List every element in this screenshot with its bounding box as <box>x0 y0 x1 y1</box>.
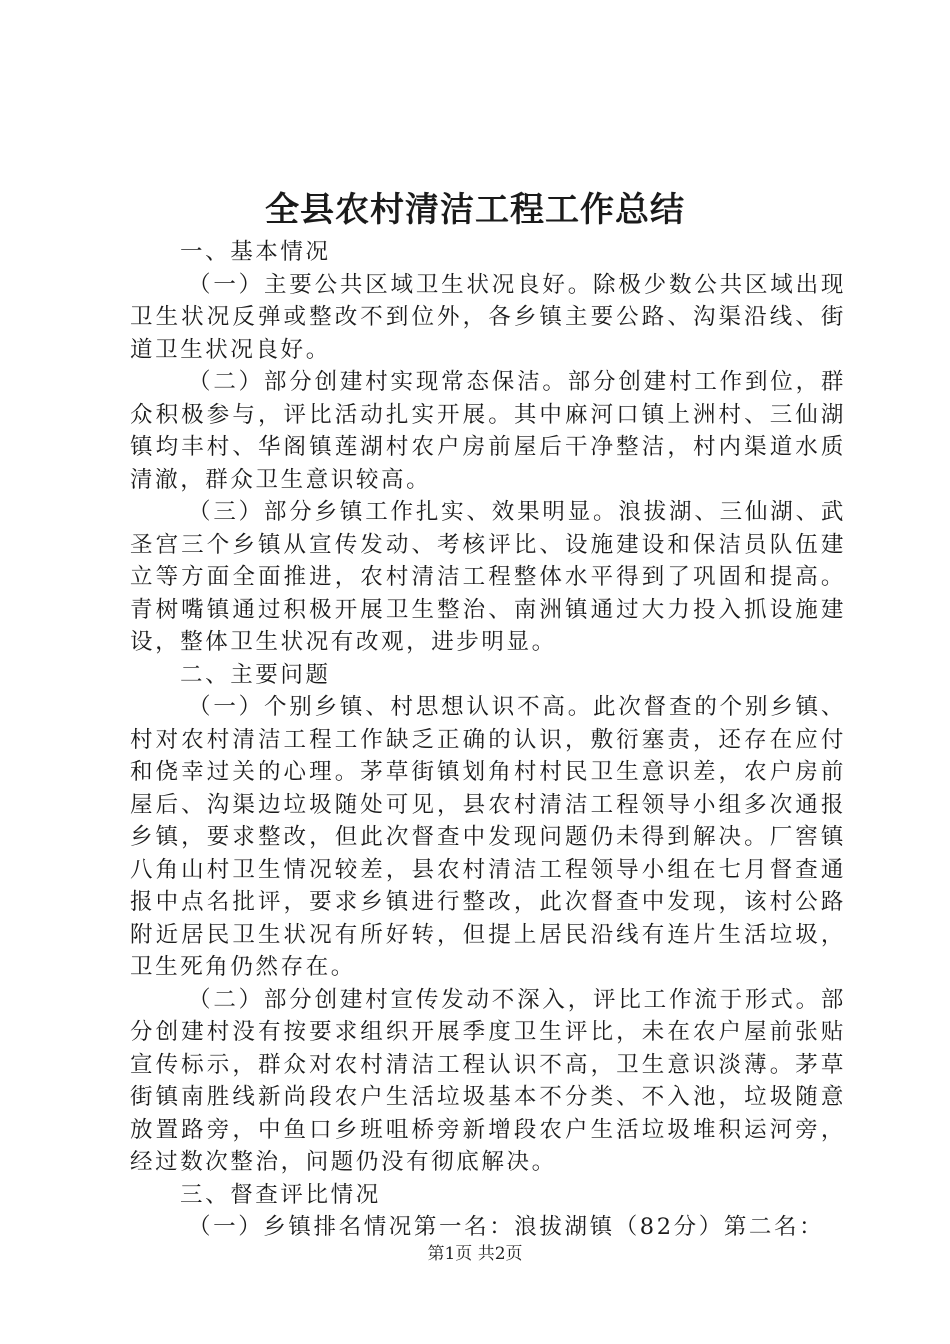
section-heading-3: 三、督查评比情况 <box>180 1181 381 1208</box>
document-body <box>130 236 846 1244</box>
paragraph: （三）部分乡镇工作扎实、效果明显。浪拔湖、三仙湖、武圣宫三个乡镇从宣传发动、考核评比、设施建设和保洁员队伍建立等方面全面推进，农村清洁工程整体水平得到了巩固和提高。青树嘴镇通过积极开展卫生整治、南洲镇通过大力投入抓设施建设，整体卫生状况有改观，进步明显。 <box>130 499 846 655</box>
paragraph: （一）主要公共区域卫生状况良好。除极少数公共区域出现卫生状况反弹或整改不到位外，各乡镇主要公路、沟渠沿线、街道卫生状况良好。 <box>130 271 846 363</box>
section-heading-1: 一、基本情况 <box>180 239 331 265</box>
section-heading-2: 二、主要问题 <box>180 661 331 688</box>
paragraph: （二）部分创建村宣传发动不深入，评比工作流于形式。部分创建村没有按要求组织开展季度卫生评比，未在农户屋前张贴宣传标示，群众对农村清洁工程认识不高，卫生意识淡薄。茅草街镇南胜线新尚段农户生活垃圾基本不分类、不入池，垃圾随意放置路旁，中鱼口乡班咀桥旁新增段农户生活垃圾堆积运河旁，经过数次整治，问题仍没有彻底解决。 <box>130 986 846 1175</box>
paragraph: （一）个别乡镇、村思想认识不高。此次督查的个别乡镇、村对农村清洁工程工作缺乏正确的认识，敷衍塞责，还存在应付和侥幸过关的心理。茅草街镇划角村村民卫生意识差，农户房前屋后、沟渠边垃圾随处可见，县农村清洁工程领导小组多次通报乡镇，要求整改，但此次督查中发现问题仍未得到解决。厂窖镇八角山村卫生情况较差，县农村清洁工程领导小组在七月督查通报中点名批评，要求乡镇进行整改，此次督查中发现，该村公路附近居民卫生状况有所好转，但提上居民沿线有连片生活垃圾，卫生死角仍然存在。 <box>130 694 846 980</box>
paragraph: （一）乡镇排名情况第一名：浪拔湖镇（82分）第二名： <box>188 1214 825 1240</box>
page-footer: 第1页 共2页 <box>427 1244 523 1264</box>
paragraph: （二）部分创建村实现常态保洁。部分创建村工作到位，群众积极参与，评比活动扎实开展。其中麻河口镇上洲村、三仙湖镇均丰村、华阁镇莲湖村农户房前屋后干净整洁，村内渠道水质清澈，群众卫生意识较高。 <box>130 369 846 493</box>
document-title: 全县农村清洁工程工作总结 <box>265 190 685 230</box>
